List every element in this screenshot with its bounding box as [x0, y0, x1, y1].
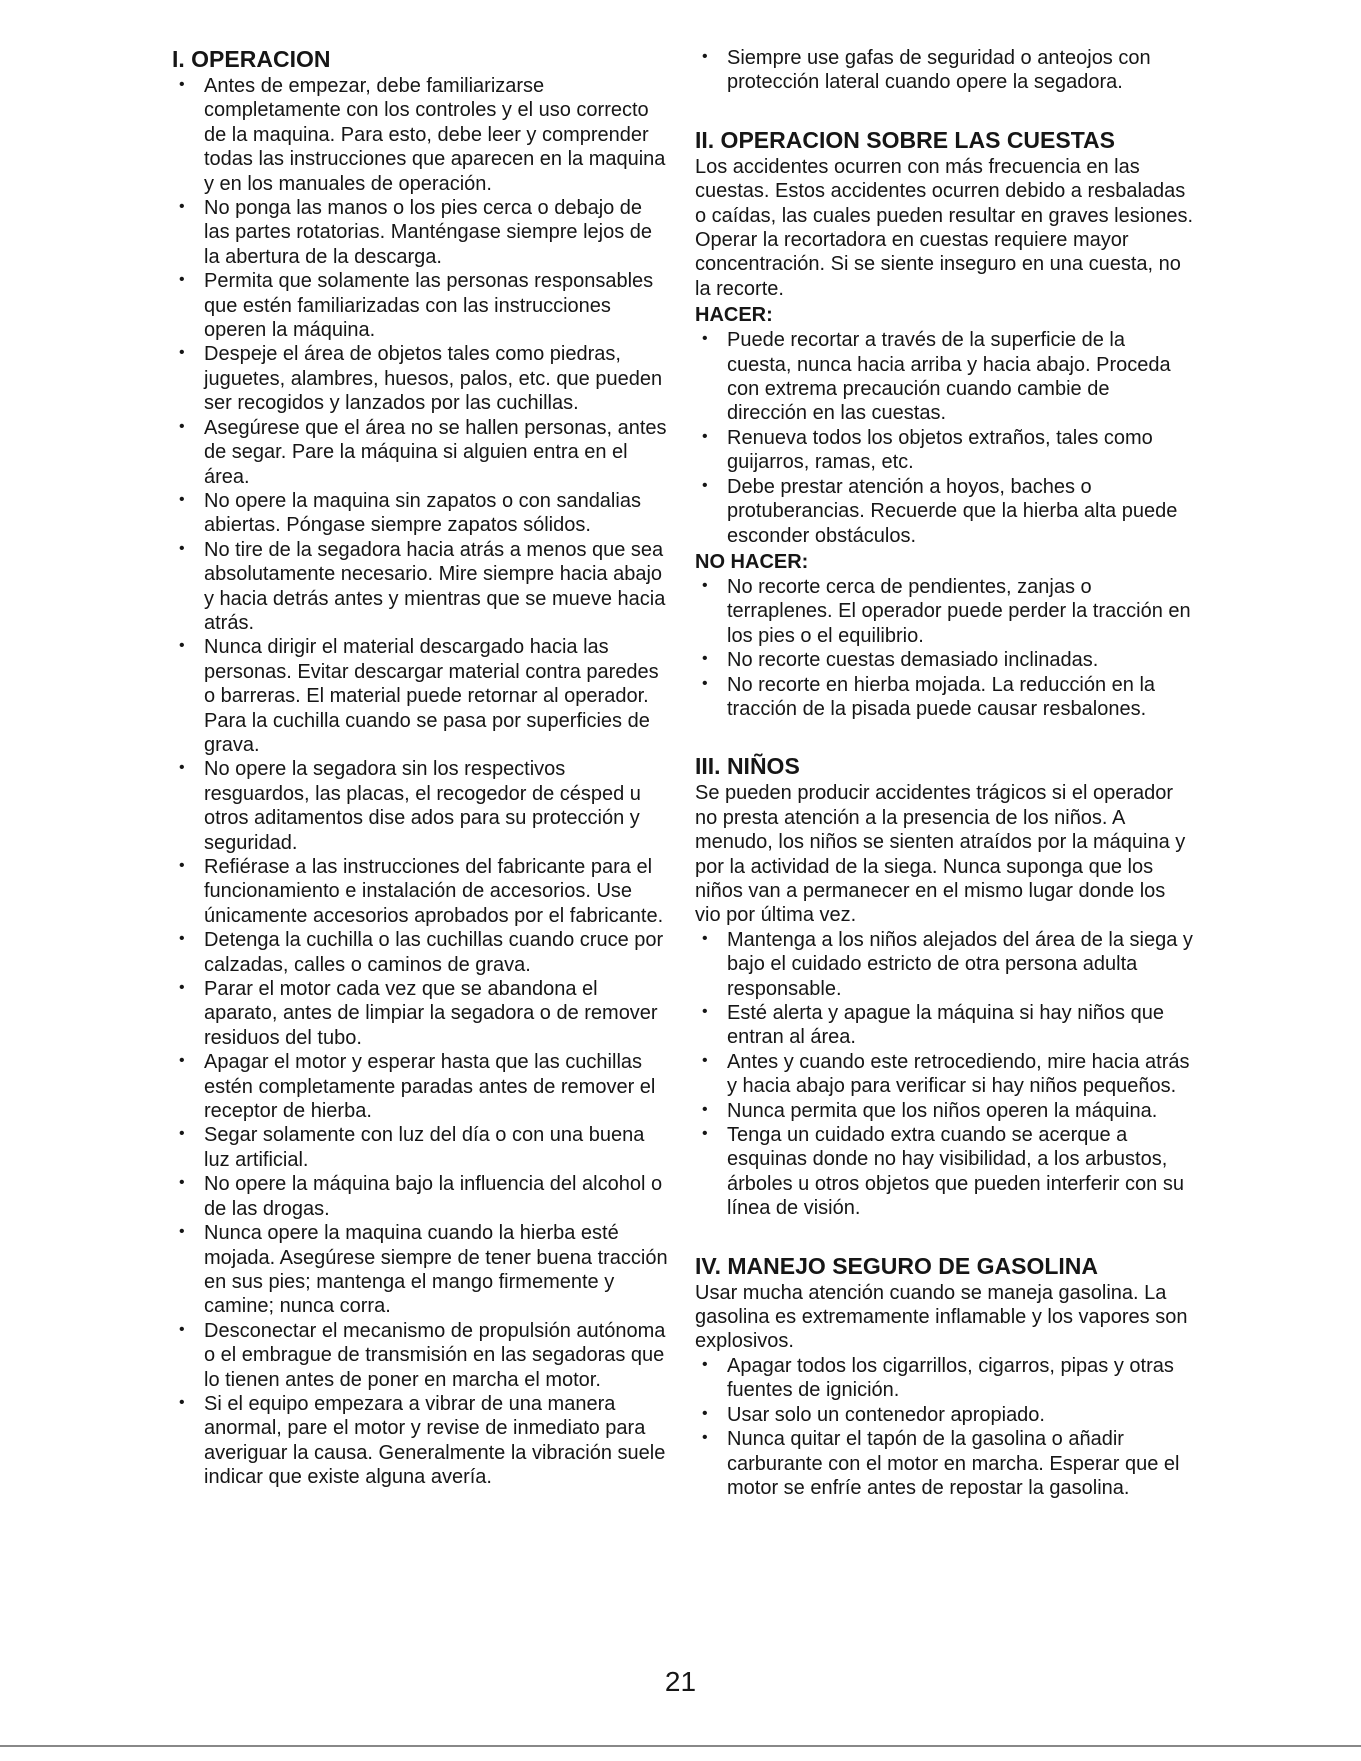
no-hacer-list — [695, 575, 1195, 721]
list-item: • Usar solo un contenedor apropiado. — [695, 1403, 1195, 1427]
list-item: • Renueva todos los objetos extraños, tales como guijarros, ramas, etc. — [695, 426, 1195, 475]
list-item: • Apagar el motor y esperar hasta que las cuchillas estén completamente paradas antes de remover el receptor de hierba. — [172, 1050, 672, 1123]
list-item: • Asegúrese que el área no se hallen personas, antes de segar. Pare la máquina si alguien entra en el área. — [172, 416, 672, 489]
left-column — [172, 46, 672, 1490]
ninos-list — [695, 928, 1195, 1221]
list-item: • Antes y cuando este retrocediendo, mire hacia atrás y hacia abajo para verificar si hay niños pequeños. — [695, 1050, 1195, 1099]
list-item: • Permita que solamente las personas responsables que estén familiarizadas con las instrucciones operen la máquina. — [172, 269, 672, 342]
list-item: • Tenga un cuidado extra cuando se acerque a esquinas donde no hay visibilidad, a los arbustos, árboles u otros objetos que pueden interferir con su línea de visión. — [695, 1123, 1195, 1221]
list-item: • No recorte cerca de pendientes, zanjas o terraplenes. El operador puede perder la tracción en los pies o el equilibrio. — [695, 575, 1195, 648]
list-item: • No ponga las manos o los pies cerca o debajo de las partes rotatorias. Manténgase siempre lejos de la abertura de la descarga. — [172, 196, 672, 269]
right-column — [695, 46, 1195, 1500]
list-item: • Puede recortar a través de la superficie de la cuesta, nunca hacia arriba y hacia abajo. Proceda con extrema precaución cuando cambie de dirección en las cuestas. — [695, 328, 1195, 426]
hacer-list — [695, 328, 1195, 548]
list-item: • Detenga la cuchilla o las cuchillas cuando cruce por calzadas, calles o caminos de grava. — [172, 928, 672, 977]
list-item: • Si el equipo empezara a vibrar de una manera anormal, pare el motor y revise de inmediato para averiguar la causa. Generalmente la vibración suele indicar que existe alguna avería. — [172, 1392, 672, 1490]
section-cuestas-title: II. OPERACION SOBRE LAS CUESTAS — [695, 126, 1116, 153]
list-item: • Siempre use gafas de seguridad o anteojos con protección lateral cuando opere la segadora. — [695, 46, 1195, 95]
hacer-heading: HACER: — [695, 304, 773, 327]
list-item: • Refiérase a las instrucciones del fabricante para el funcionamiento e instalación de accesorios. Use únicamente accesorios aprobados por el fabricante. — [172, 855, 672, 928]
ninos-intro: Se pueden producir accidentes trágicos si el operador no presta atención a la presencia de los niños. A menudo, los niños se sienten atraídos por la máquina y por la actividad de la siega. Nunca suponga que los niños van a permanecer en el mismo lugar donde los vio por última vez. — [695, 782, 1186, 927]
gasolina-list — [695, 1354, 1195, 1500]
section-ninos-title: III. NIÑOS — [695, 753, 800, 780]
section-operacion-title: I. OPERACION — [172, 46, 331, 72]
list-item: • No opere la máquina bajo la influencia del alcohol o de las drogas. — [172, 1172, 672, 1221]
list-item: • Nunca quitar el tapón de la gasolina o añadir carburante con el motor en marcha. Esperar que el motor se enfríe antes de repostar la gasolina. — [695, 1427, 1195, 1500]
section-gasolina-title: IV. MANEJO SEGURO DE GASOLINA — [695, 1252, 1098, 1279]
list-item: • Desconectar el mecanismo de propulsión autónoma o el embrague de transmisión en las segadoras que lo tienen antes de poner en marcha el motor. — [172, 1319, 672, 1392]
bottom-rule — [0, 1745, 1361, 1747]
list-item: • No tire de la segadora hacia atrás a menos que sea absolutamente necesario. Mire siempre hacia abajo y hacia detrás antes y mientras que se mueve hacia atrás. — [172, 538, 672, 636]
list-item: • Antes de empezar, debe familiarizarse completamente con los controles y el uso correcto de la maquina. Para esto, debe leer y comprender todas las instrucciones que aparecen en la maquina y en los manuales de operación. — [172, 74, 672, 196]
list-item: • Debe prestar atención a hoyos, baches o protuberancias. Recuerde que la hierba alta puede esconder obstáculos. — [695, 475, 1195, 548]
list-item: • No opere la maquina sin zapatos o con sandalias abiertas. Póngase siempre zapatos sólidos. — [172, 489, 672, 538]
list-item: • Mantenga a los niños alejados del área de la siega y bajo el cuidado estricto de otra persona adulta responsable. — [695, 928, 1195, 1001]
list-item: • Parar el motor cada vez que se abandona el aparato, antes de limpiar la segadora o de remover residuos del tubo. — [172, 977, 672, 1050]
operacion-list-continued — [695, 46, 1195, 95]
list-item: • No opere la segadora sin los respectivos resguardos, las placas, el recogedor de césped u otros aditamentos dise ados para su protección y seguridad. — [172, 757, 672, 855]
list-item: • Nunca opere la maquina cuando la hierba esté mojada. Asegúrese siempre de tener buena tracción en sus pies; mantenga el mango firmemente y camine; nunca corra. — [172, 1221, 672, 1319]
cuestas-intro: Los accidentes ocurren con más frecuencia en las cuestas. Estos accidentes ocurren debido a resbaladas o caídas, las cuales pueden resultar en graves lesiones. Operar la recortadora en cuestas requiere mayor concentración. Si se siente inseguro en una cuesta, no la recorte. — [695, 155, 1194, 300]
list-item: • Segar solamente con luz del día o con una buena luz artificial. — [172, 1123, 672, 1172]
page-number: 21 — [664, 1666, 697, 1697]
no-hacer-heading: NO HACER: — [695, 550, 809, 573]
list-item: • No recorte cuestas demasiado inclinadas. — [695, 648, 1195, 672]
operacion-list — [172, 74, 672, 1490]
list-item: • Nunca permita que los niños operen la máquina. — [695, 1099, 1195, 1123]
list-item: • Esté alerta y apague la máquina si hay niños que entran al área. — [695, 1001, 1195, 1050]
list-item: • Apagar todos los cigarrillos, cigarros, pipas y otras fuentes de ignición. — [695, 1354, 1195, 1403]
list-item: • No recorte en hierba mojada. La reducción en la tracción de la pisada puede causar resbalones. — [695, 673, 1195, 722]
list-item: • Nunca dirigir el material descargado hacia las personas. Evitar descargar material contra paredes o barreras. El material puede retornar al operador. Para la cuchilla cuando se pasa por superficies de grava. — [172, 635, 672, 757]
list-item: • Despeje el área de objetos tales como piedras, juguetes, alambres, huesos, palos, etc. que pueden ser recogidos y lanzados por las cuchillas. — [172, 342, 672, 415]
gasolina-intro: Usar mucha atención cuando se maneja gasolina. La gasolina es extremamente inflamable y los vapores son explosivos. — [695, 1281, 1188, 1353]
